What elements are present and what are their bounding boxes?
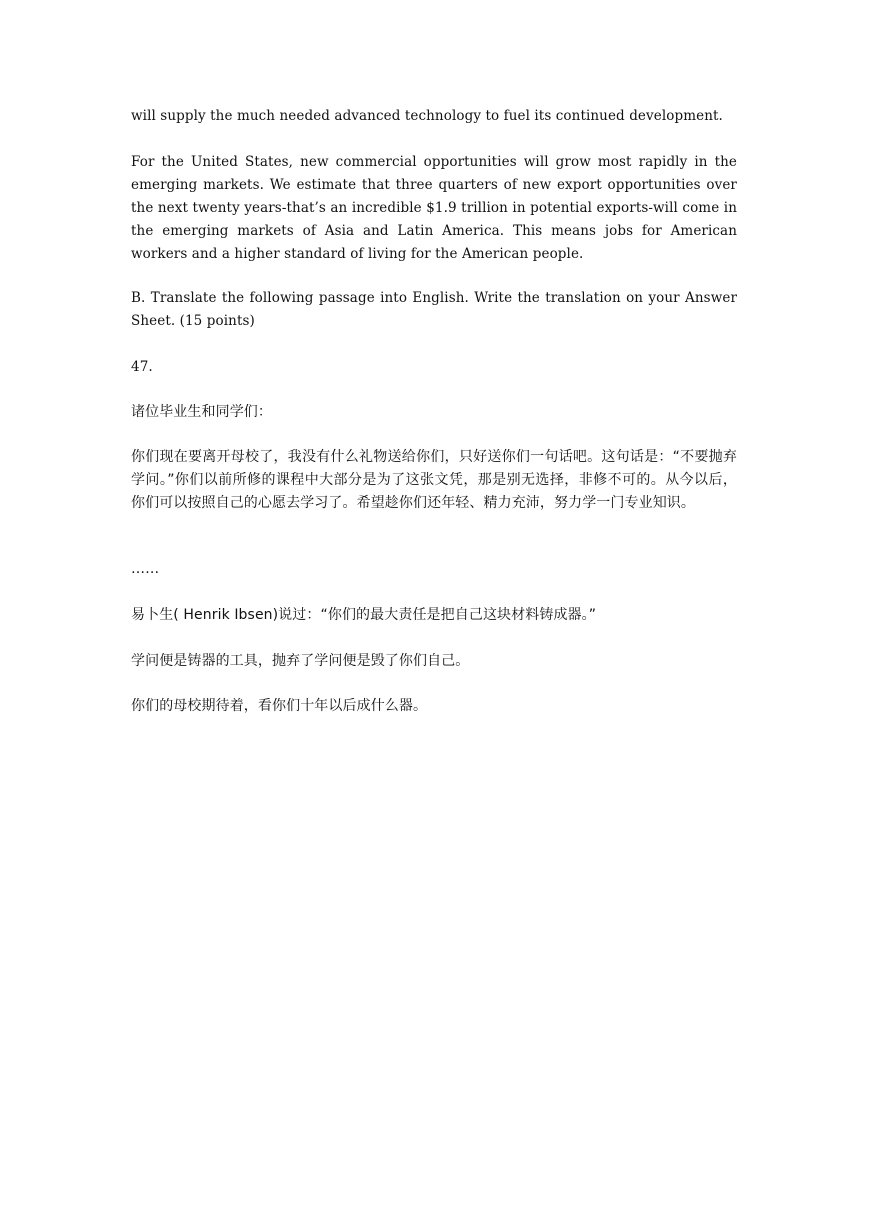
ellipsis: …… (131, 561, 160, 577)
passage-paragraph-closing: 你们的母校期待着，看你们十年以后成什么器。 (131, 698, 428, 714)
translation-instructions: B. Translate the following passage into English. Write the translation on your Answer Sheet. (15 points) (131, 290, 737, 329)
question-number: 47. (131, 359, 153, 375)
passage-quote-ibsen: 易卜生( Henrik Ibsen)说过：“你们的最大责任是把自己这块材料铸成器。” (131, 607, 597, 623)
salutation: 诸位毕业生和同学们： (131, 404, 272, 420)
paragraph-technology: will supply the much needed advanced technology to fuel its continued development. (131, 108, 723, 124)
passage-paragraph-1: 你们现在要离开母校了，我没有什么礼物送给你们，只好送你们一句话吧。这句话是：“不要抛弃学问。”你们以前所修的课程中大部分是为了这张文凭，那是别无选择，非修不可的。从今以后，你们可以按照自己的心愿去学习了。希望趁你们还年轻、精力充沛，努力学一门专业知识。 (131, 449, 737, 511)
paragraph-us-opportunities: For the United States, new commercial opportunities will grow most rapidly in the emerging markets. We estimate that three quarters of new export opportunities over the next twenty years-that’s an incredible $1.9 trillion in potential exports-will come in the emerging markets of Asia and Latin America. This means jobs for American workers and a higher standard of living for the American people. (131, 154, 737, 262)
passage-paragraph-learning: 学问便是铸器的工具，抛弃了学问便是毁了你们自己。 (131, 653, 470, 669)
